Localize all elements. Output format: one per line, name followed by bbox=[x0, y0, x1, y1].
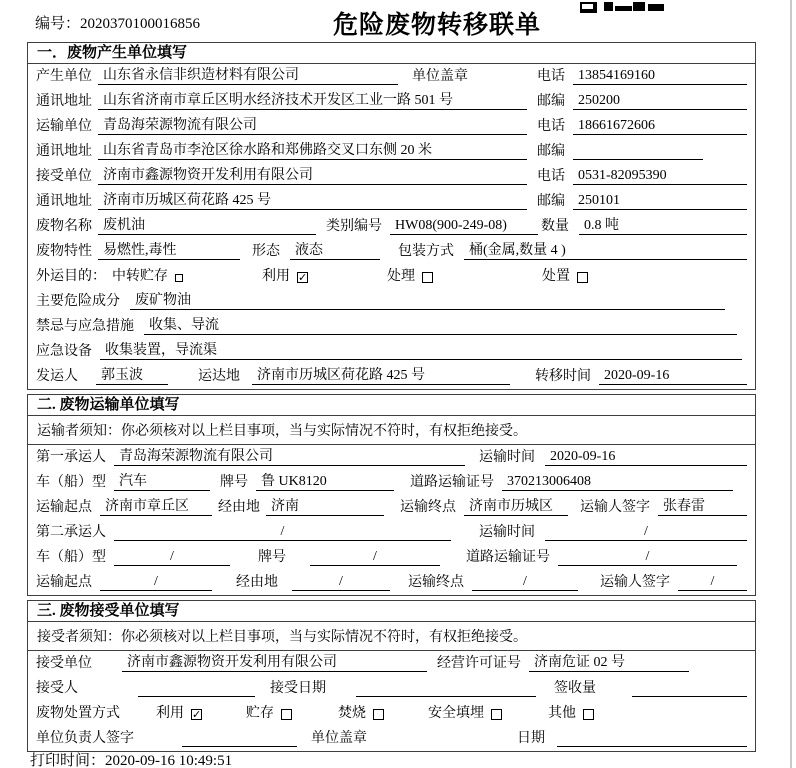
address-label: 通讯地址 bbox=[36, 94, 92, 109]
row-receive-person bbox=[28, 676, 755, 701]
purpose-label: 外运目的： bbox=[36, 269, 106, 284]
zip-label: 邮编 bbox=[537, 194, 565, 209]
quantity-label: 数量 bbox=[541, 219, 569, 234]
vehicle-type-label: 车（船）型 bbox=[36, 550, 106, 565]
transport-time-label: 运输时间 bbox=[479, 450, 535, 465]
packaging-label: 包装方式 bbox=[398, 244, 454, 259]
purpose-option-treat: 处理 bbox=[387, 268, 542, 285]
row-receiver-unit bbox=[28, 164, 755, 189]
via-label: 经由地 bbox=[236, 575, 278, 590]
emergency-equipment-value: 收集装置，导流渠 bbox=[100, 342, 742, 360]
receive-unit-label: 接受单位 bbox=[36, 656, 92, 671]
plate-2-value: / bbox=[310, 548, 440, 566]
row-hazard-component bbox=[28, 289, 755, 314]
end-label: 运输终点 bbox=[400, 500, 456, 515]
row-transporter-unit bbox=[28, 114, 755, 139]
row-first-carrier bbox=[28, 445, 755, 470]
form-value: 液态 bbox=[290, 242, 380, 260]
receiver-zip-value: 250101 bbox=[573, 192, 747, 210]
signed-amount-label: 签收量 bbox=[554, 681, 596, 696]
carrier-sign-value: 张春雷 bbox=[658, 498, 747, 516]
transporter-address-value: 山东省青岛市李沧区徐水路和郑佛路交叉口东侧 20 米 bbox=[98, 142, 527, 160]
zip-label: 邮编 bbox=[537, 144, 565, 159]
carrier-sign-2-value: / bbox=[678, 573, 747, 591]
receiver-unit-label: 接受单位 bbox=[36, 169, 92, 184]
row-vehicle-1 bbox=[28, 470, 755, 495]
road-permit-label: 道路运输证号 bbox=[410, 475, 494, 490]
row-waste-character bbox=[28, 239, 755, 264]
section-receiver bbox=[27, 600, 756, 752]
sender-label: 发运人 bbox=[36, 369, 78, 384]
disposal-option-other: 其他 bbox=[548, 705, 594, 722]
origin-2-value: / bbox=[100, 573, 212, 591]
producer-address-value: 山东省济南市章丘区明水经济技术开发区工业一路 501 号 bbox=[98, 92, 527, 110]
zip-label: 邮编 bbox=[537, 94, 565, 109]
receiver-phone-value: 0531-82095390 bbox=[573, 167, 747, 185]
waste-name-value: 废机油 bbox=[98, 217, 316, 235]
carrier-sign-label: 运输人签字 bbox=[580, 500, 650, 515]
section-transporter bbox=[27, 394, 756, 596]
second-carrier-value: / bbox=[114, 523, 451, 541]
unit-seal-label: 单位盖章 bbox=[412, 69, 468, 84]
receive-date-value bbox=[356, 679, 536, 697]
emergency-equipment-label: 应急设备 bbox=[36, 344, 92, 359]
end-label: 运输终点 bbox=[408, 575, 464, 590]
serial-value: 2020370100016856 bbox=[80, 16, 201, 32]
transport-time-value: 2020-09-16 bbox=[545, 448, 747, 466]
row-waste-name bbox=[28, 214, 755, 239]
head-signature-label: 单位负责人签字 bbox=[36, 731, 134, 746]
transfer-time-label: 转移时间 bbox=[535, 369, 591, 384]
page-title: 危险废物转移联单 bbox=[333, 12, 542, 39]
receive-unit-value: 济南市鑫源物资开发利用有限公司 bbox=[122, 654, 427, 672]
disposal-option-use: 利用 ✓ bbox=[156, 705, 202, 722]
transfer-storage-checkbox bbox=[175, 274, 183, 282]
first-carrier-label: 第一承运人 bbox=[36, 450, 106, 465]
unit-seal-label: 单位盖章 bbox=[311, 731, 367, 746]
page-edge-line bbox=[790, 0, 792, 768]
row-receiver-address bbox=[28, 189, 755, 214]
transport-time-label: 运输时间 bbox=[479, 525, 535, 540]
taboo-measures-label: 禁忌与应急措施 bbox=[36, 319, 134, 334]
section2-header: 二. 废物运输单位填写 bbox=[28, 395, 755, 416]
qr-code-fragment bbox=[580, 0, 668, 18]
treat-checkbox bbox=[422, 272, 433, 283]
print-time-value: 2020-09-16 10:49:51 bbox=[105, 753, 233, 768]
disposal-bury-checkbox bbox=[491, 709, 502, 720]
section3-header: 三. 废物接受单位填写 bbox=[28, 601, 755, 622]
row-emergency-equipment bbox=[28, 339, 755, 364]
packaging-value: 桶(金属,数量 4 ) bbox=[464, 242, 747, 260]
row-transfer-purpose bbox=[28, 264, 755, 289]
disposal-use-checkbox bbox=[191, 709, 202, 720]
license-label: 经营许可证号 bbox=[437, 656, 521, 671]
serial-number bbox=[35, 12, 200, 33]
receive-date-label: 接受日期 bbox=[270, 681, 326, 696]
vehicle-type-2-value: / bbox=[114, 548, 230, 566]
row-sender bbox=[28, 364, 755, 389]
transport-time-2-value: / bbox=[545, 523, 747, 541]
print-time bbox=[30, 749, 232, 768]
section1-header: 一．废物产生单位填写 bbox=[28, 43, 755, 64]
row-producer-address bbox=[28, 89, 755, 114]
row-disposal-method bbox=[28, 701, 755, 726]
section-producer bbox=[27, 42, 756, 390]
purpose-option-use: 利用 ✓ bbox=[262, 268, 387, 285]
phone-label: 电话 bbox=[537, 69, 565, 84]
receiver-unit-value: 济南市鑫源物资开发利用有限公司 bbox=[98, 167, 527, 185]
row-route-1 bbox=[28, 495, 755, 520]
transporter-phone-value: 18661672606 bbox=[573, 117, 747, 135]
disposal-other-checkbox bbox=[583, 709, 594, 720]
producer-unit-value: 山东省永信非织造材料有限公司 bbox=[98, 67, 398, 85]
receive-person-value bbox=[138, 679, 255, 697]
destination-label: 运达地 bbox=[198, 369, 240, 384]
signed-amount-value bbox=[632, 679, 747, 697]
road-permit-2-value: / bbox=[558, 548, 737, 566]
use-checkbox bbox=[297, 272, 308, 283]
receiver-notice: 接受者须知：你必须核对以上栏目事项，当与实际情况不符时，有权拒绝接受。 bbox=[28, 622, 755, 651]
row-transporter-address bbox=[28, 139, 755, 164]
first-carrier-value: 青岛海荣源物流有限公司 bbox=[114, 448, 465, 466]
origin-label: 运输起点 bbox=[36, 575, 92, 590]
second-carrier-label: 第二承运人 bbox=[36, 525, 106, 540]
category-code-value: HW08(900-249-08) bbox=[390, 217, 538, 235]
plate-value: 鲁 UK8120 bbox=[256, 473, 394, 491]
receive-person-label: 接受人 bbox=[36, 681, 78, 696]
sender-value: 郭玉波 bbox=[96, 367, 168, 385]
carrier-sign-label: 运输人签字 bbox=[600, 575, 670, 590]
row-receive-unit bbox=[28, 651, 755, 676]
destination-value: 济南市历城区荷花路 425 号 bbox=[252, 367, 510, 385]
road-permit-value: 370213006408 bbox=[502, 473, 733, 491]
purpose-option-transfer: 中转贮存 bbox=[112, 268, 262, 285]
address-label: 通讯地址 bbox=[36, 194, 92, 209]
taboo-measures-value: 收集、导流 bbox=[144, 317, 737, 335]
row-route-2 bbox=[28, 570, 755, 595]
producer-phone-value: 13854169160 bbox=[573, 67, 747, 85]
transporter-unit-label: 运输单位 bbox=[36, 119, 92, 134]
dispose-checkbox bbox=[577, 272, 588, 283]
via-value: 济南 bbox=[266, 498, 384, 516]
producer-zip-value: 250200 bbox=[573, 92, 747, 110]
producer-unit-label: 产生单位 bbox=[36, 69, 92, 84]
disposal-method-label: 废物处置方式 bbox=[36, 706, 120, 721]
disposal-option-burn: 焚烧 bbox=[338, 705, 384, 722]
transporter-notice: 运输者须知：你必须核对以上栏目事项，当与实际情况不符时，有权拒绝接受。 bbox=[28, 416, 755, 445]
row-taboo-measures bbox=[28, 314, 755, 339]
form-label: 形态 bbox=[252, 244, 280, 259]
waste-character-label: 废物特性 bbox=[36, 244, 92, 259]
date-value bbox=[557, 729, 747, 747]
quantity-value: 0.8 吨 bbox=[579, 217, 747, 235]
phone-label: 电话 bbox=[537, 119, 565, 134]
plate-label: 牌号 bbox=[258, 550, 286, 565]
category-code-label: 类别编号 bbox=[326, 219, 382, 234]
plate-label: 牌号 bbox=[220, 475, 248, 490]
origin-value: 济南市章丘区 bbox=[100, 498, 212, 516]
disposal-store-checkbox bbox=[281, 709, 292, 720]
row-second-carrier bbox=[28, 520, 755, 545]
head-signature-value bbox=[182, 729, 297, 747]
serial-label: 编号： bbox=[35, 16, 81, 32]
row-head-signature bbox=[28, 726, 755, 751]
phone-label: 电话 bbox=[537, 169, 565, 184]
via-2-value: / bbox=[292, 573, 390, 591]
transfer-time-value: 2020-09-16 bbox=[599, 367, 747, 385]
row-vehicle-2 bbox=[28, 545, 755, 570]
row-producer-unit bbox=[28, 64, 755, 89]
transporter-unit-value: 青岛海荣源物流有限公司 bbox=[98, 117, 527, 135]
origin-label: 运输起点 bbox=[36, 500, 92, 515]
road-permit-label: 道路运输证号 bbox=[466, 550, 550, 565]
hazard-component-value: 废矿物油 bbox=[130, 292, 725, 310]
hazard-component-label: 主要危险成分 bbox=[36, 294, 120, 309]
purpose-option-dispose: 处置 bbox=[542, 268, 588, 285]
receiver-address-value: 济南市历城区荷花路 425 号 bbox=[98, 192, 527, 210]
waste-name-label: 废物名称 bbox=[36, 219, 92, 234]
transporter-zip-value bbox=[573, 142, 703, 160]
address-label: 通讯地址 bbox=[36, 144, 92, 159]
license-value: 济南危证 02 号 bbox=[529, 654, 689, 672]
date-label: 日期 bbox=[517, 731, 545, 746]
disposal-option-store: 贮存 bbox=[246, 705, 292, 722]
vehicle-type-label: 车（船）型 bbox=[36, 475, 106, 490]
waste-transfer-form bbox=[27, 42, 756, 756]
vehicle-type-value: 汽车 bbox=[114, 473, 210, 491]
end-value: 济南市历城区 bbox=[464, 498, 568, 516]
waste-character-value: 易燃性,毒性 bbox=[98, 242, 240, 260]
disposal-option-bury: 安全填埋 bbox=[428, 705, 502, 722]
via-label: 经由地 bbox=[218, 500, 260, 515]
print-time-label: 打印时间： bbox=[30, 753, 106, 768]
disposal-burn-checkbox bbox=[373, 709, 384, 720]
end-2-value: / bbox=[472, 573, 578, 591]
